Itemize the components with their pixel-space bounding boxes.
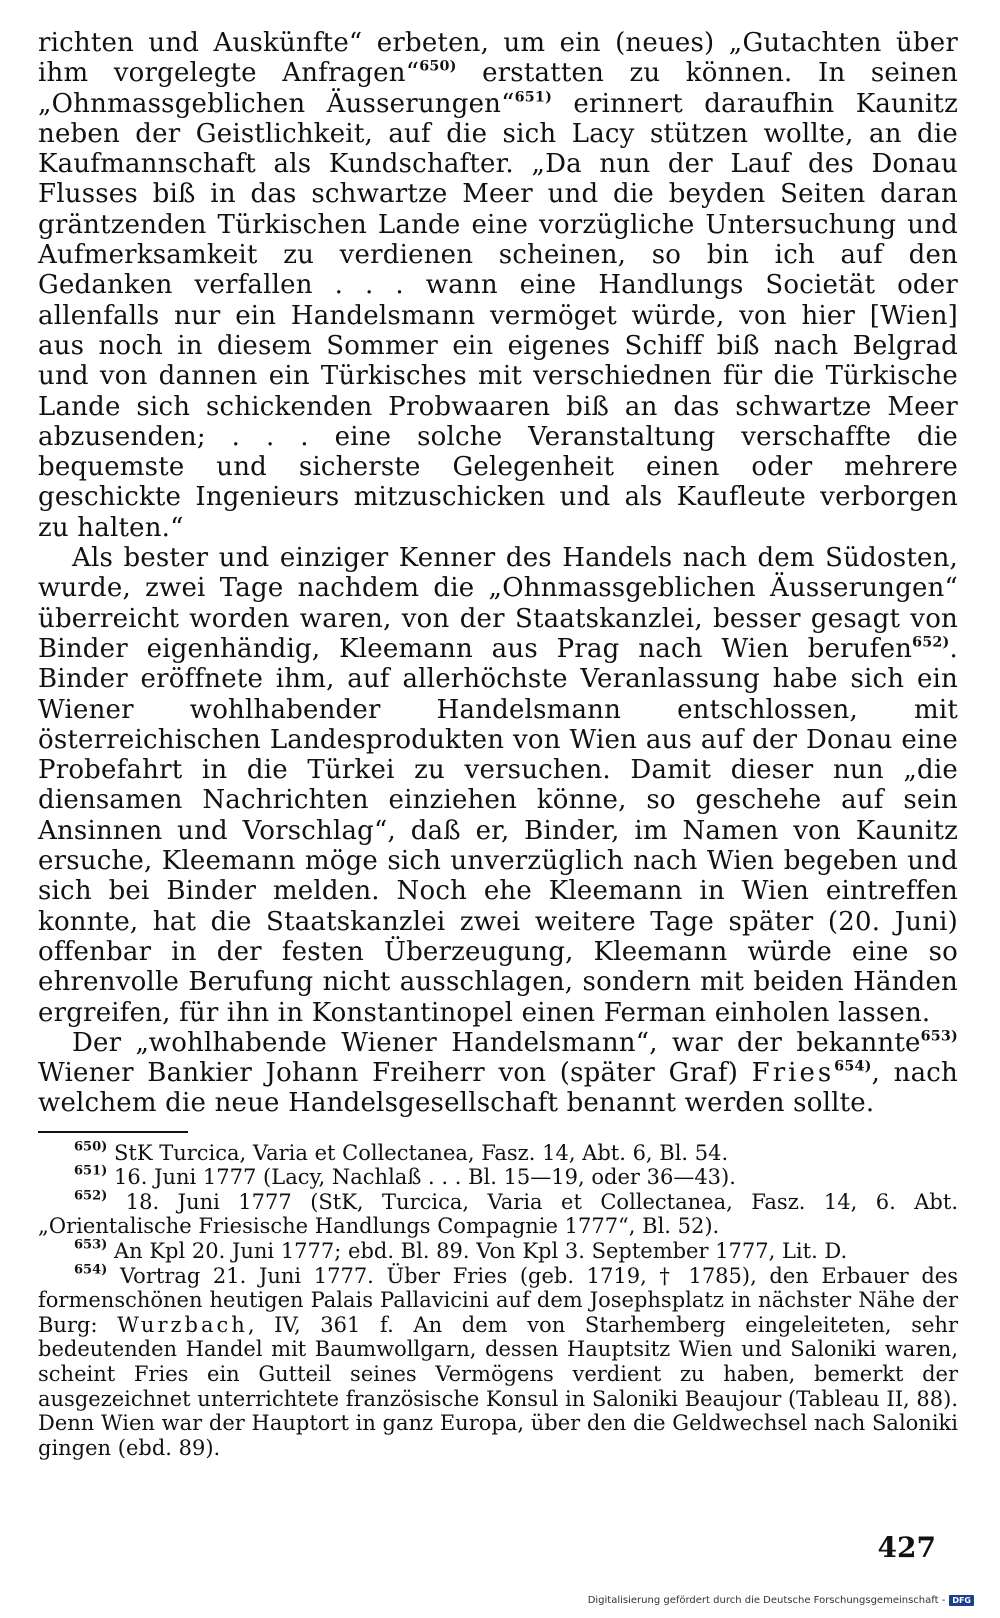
footnote-ref-652[interactable]: 652) <box>912 634 950 651</box>
footnote-text: Vortrag 21. Juni 1777. Über Fries (geb. 1719, † 1785), den Erbauer des formenschönen heutigen Palais Pallavicini auf dem Josephsplatz in nächster Nähe der Burg: <box>38 1263 958 1337</box>
footnote-text: 18. Juni 1777 (StK, Turcica, Varia et Collectanea, Fasz. 14, 6. Abt. „Orientalische Friesische Handlungs Compagnie 1777“, Bl. 52). <box>38 1189 958 1239</box>
footnote-number: 651) <box>74 1163 108 1179</box>
footnote-650 <box>38 1138 958 1166</box>
footnote-text: An Kpl 20. Juni 1777; ebd. Bl. 89. Von Kpl 3. September 1777, Lit. D. <box>107 1239 848 1264</box>
footnote-number: 652) <box>74 1188 108 1204</box>
footnote-number: 653) <box>74 1237 108 1253</box>
footnote-text: StK Turcica, Varia et Collectanea, Fasz. 14, Abt. 6, Bl. 54. <box>107 1140 729 1165</box>
page-number: 427 <box>877 1531 936 1564</box>
credit-text: Digitalisierung gefördert durch die Deutsche Forschungsgemeinschaft - <box>587 1595 946 1606</box>
spaced-name: Wurzbach <box>117 1312 248 1337</box>
footnote-divider <box>38 1131 188 1133</box>
text-run: erinnert daraufhin Kaunitz neben der Geistlichkeit, auf die sich Lacy stützen wollte, an die Kaufmannschaft als Kundschafter. „Da nun der Lauf des Donau Flusses biß in das schwartze Meer und die beyden Seiten daran gräntzenden Türkischen Lande eine vorzügliche Untersuchung und Aufmerksamkeit zu verdienen scheinen, so bin ich auf den Gedanken verfallen . . . wann eine Handlungs Societät oder allenfalls nur ein Handelsmann vermöget würde, von hier [Wien] aus noch in diesem Sommer ein eigenes Schiff biß nach Belgrad und von dannen ein Türkisches mit verschiednen für die Türkische Lande sich schickenden Probwaaren biß an das schwartze Meer abzusenden; . . . eine solche Veranstaltung verschaffte die bequemste und sicherste Gelegenheit einen oder mehrere geschickte Ingenieurs mitzuschicken und als Kaufleute verborgen zu halten.“ <box>38 88 958 543</box>
text-run: Der „wohlhabende Wiener Handelsmann“, war der bekannte <box>72 1027 921 1058</box>
footnote-text: 16. Juni 1777 (Lacy, Nachlaß . . . Bl. 15—19, oder 36—43). <box>107 1165 736 1190</box>
footnote-ref-650[interactable]: 650) <box>419 58 457 75</box>
footnote-ref-653[interactable]: 653) <box>920 1028 958 1045</box>
footnote-ref-654[interactable]: 654) <box>834 1058 872 1075</box>
footnote-text: , IV, 361 f. An dem von Starhemberg eingeleiteten, sehr bedeutenden Handel mit Baumwollgarn, dessen Hauptsitz Wien und Saloniki waren, scheint Fries ein Gutteil seines Vermögens verdient zu haben, bemerkt der ausgezeichnet unterrichtete französische Konsul in Saloniki Beaujour (Tableau II, 88). Denn Wien war der Hauptort in ganz Europa, über den die Geldwechsel nach Saloniki gingen (ebd. 89). <box>38 1312 958 1460</box>
paragraph-1 <box>38 28 958 543</box>
paragraph-3 <box>38 1028 958 1119</box>
paragraph-2 <box>38 543 958 1028</box>
footnote-ref-651[interactable]: 651) <box>514 88 553 105</box>
digitization-credit <box>588 1595 974 1606</box>
text-run: . Binder eröffnete ihm, auf allerhöchste Veranlassung habe sich ein Wiener wohlhabender Handelsmann entschlossen, mit österreichischen Landesprodukten von Wien aus auf der Donau eine Probefahrt in die Türkei zu versuchen. Damit dieser nun „die diensamen Nachrichten einziehen könne, so geschehe auf sein Ansinnen und Vorschlag“, daß er, Binder, im Namen von Kaunitz ersuche, Kleemann möge sich unverzüglich nach Wien begeben und sich bei Binder melden. Noch ehe Kleemann in Wien eintreffen konnte, hat die Staatskanzlei zwei weitere Tage später (20. Juni) offenbar in der festen Überzeugung, Kleemann würde eine so ehrenvolle Berufung nicht ausschlagen, sondern mit beiden Händen ergreifen, für ihn in Konstantinopel einen Ferman einholen lassen. <box>38 633 958 1028</box>
text-run: Wiener Bankier Johann Freiherr von (später Graf) <box>38 1058 752 1089</box>
footnote-654 <box>38 1261 958 1461</box>
footnote-652 <box>38 1190 958 1239</box>
footnotes <box>38 1138 958 1461</box>
footnote-number: 654) <box>74 1261 108 1277</box>
text-run: erstatten zu können. In seinen „Ohnmassgeblichen Äusserungen“ <box>38 58 958 119</box>
spaced-name: Fries <box>751 1058 835 1089</box>
main-text <box>38 28 958 1119</box>
footnote-653 <box>38 1239 958 1264</box>
text-run: , nach welchem die neue Handelsgesellschaft benannt werden sollte. <box>38 1058 958 1119</box>
dfg-logo-icon: DFG <box>949 1595 974 1606</box>
footnote-651 <box>38 1165 958 1190</box>
document-page <box>38 28 958 1460</box>
text-run: richten und Auskünfte“ erbeten, um ein (neues) „Gutachten über ihm vorgelegte Anfragen“ <box>38 28 958 89</box>
footnote-number: 650) <box>74 1138 108 1154</box>
text-run: Als bester und einziger Kenner des Handels nach dem Südosten, wurde, zwei Tage nachdem die „Ohnmassgeblichen Äusserungen“ überreicht worden waren, von der Staatskanzlei, besser gesagt von Binder eigenhändig, Kleemann aus Prag nach Wien berufen <box>38 543 958 664</box>
